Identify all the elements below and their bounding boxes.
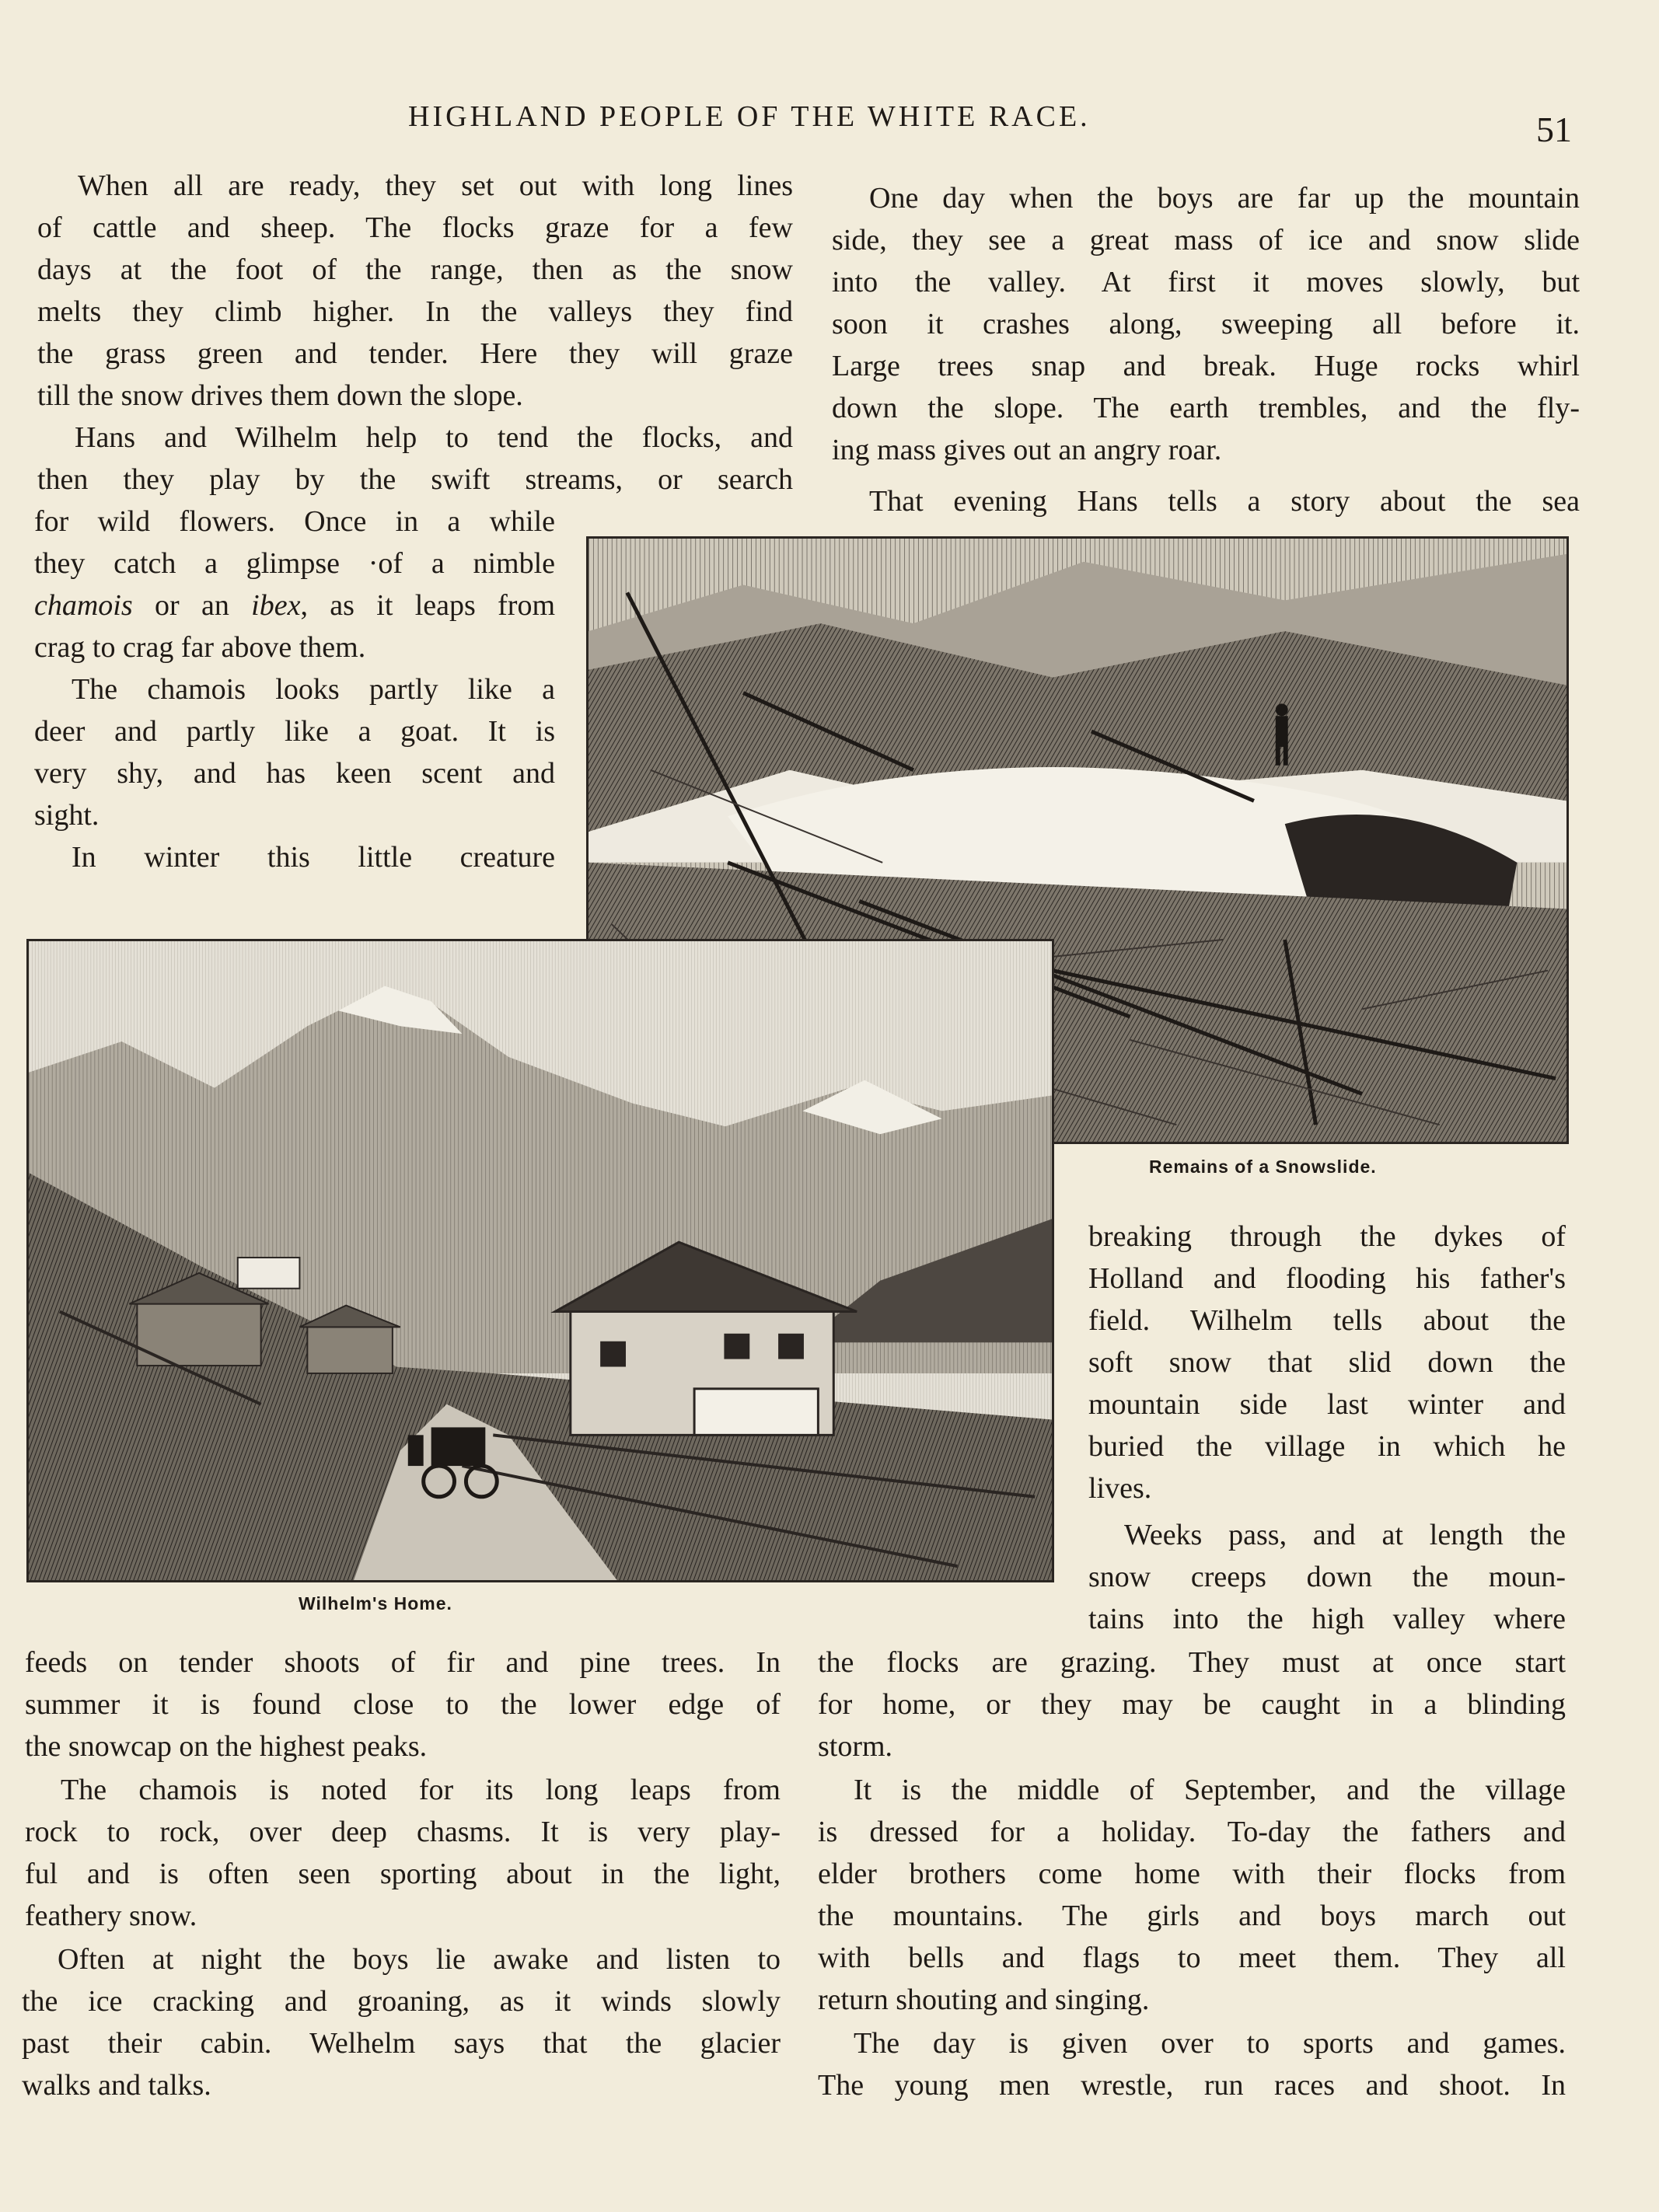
text-line: mountain side last winter and bbox=[1088, 1388, 1566, 1421]
text-line: past their cabin. Welhelm says that the glacier bbox=[22, 2027, 781, 2060]
text-line: The chamois is noted for its long leaps from bbox=[61, 1774, 781, 1806]
text-line: soon it crashes along, sweeping all before it. bbox=[832, 308, 1580, 340]
text-line: Weeks pass, and at length the bbox=[1124, 1519, 1566, 1551]
home-caption: Wilhelm's Home. bbox=[299, 1593, 452, 1614]
text-line: It is the middle of September, and the village bbox=[854, 1774, 1566, 1806]
text-line: rock to rock, over deep chasms. It is very play- bbox=[25, 1816, 781, 1848]
text-line: ful and is often seen sporting about in the light, bbox=[25, 1858, 781, 1890]
text-line bbox=[34, 584, 555, 626]
text-line: for home, or they may be caught in a blinding bbox=[818, 1688, 1566, 1721]
text-line: tains into the high valley where bbox=[1088, 1603, 1566, 1635]
text-line: with bells and flags to meet them. They all bbox=[818, 1942, 1566, 1974]
snowslide-caption: Remains of a Snowslide. bbox=[1149, 1157, 1377, 1177]
text-line: That evening Hans tells a story about the sea bbox=[869, 485, 1580, 518]
text-line: The young men wrestle, run races and shoot. In bbox=[818, 2069, 1566, 2102]
italic-word: chamois bbox=[34, 589, 133, 622]
text-line: lives. bbox=[1088, 1472, 1152, 1505]
text-line: down the slope. The earth trembles, and the fly- bbox=[832, 392, 1580, 424]
text-line: days at the foot of the range, then as the snow bbox=[37, 253, 793, 286]
home-engraving bbox=[29, 941, 1052, 1580]
text-line: melts they climb higher. In the valleys they find bbox=[37, 295, 793, 328]
text-line: storm. bbox=[818, 1730, 893, 1763]
home-illustration bbox=[26, 939, 1054, 1582]
text-span: or an bbox=[132, 589, 252, 622]
text-line: In winter this little creature bbox=[72, 841, 555, 874]
text-line: buried the village in which he bbox=[1088, 1430, 1566, 1463]
text-line: the flocks are grazing. They must at once start bbox=[818, 1646, 1566, 1679]
text-line: till the snow drives them down the slope. bbox=[37, 379, 523, 412]
text-line: Holland and flooding his father's bbox=[1088, 1262, 1566, 1295]
text-line: of cattle and sheep. The flocks graze for a few bbox=[37, 211, 793, 244]
text-line: The chamois looks partly like a bbox=[72, 673, 555, 706]
page-number: 51 bbox=[1536, 110, 1572, 149]
text-span: , as it leaps from bbox=[300, 589, 555, 622]
text-line: walks and talks. bbox=[22, 2069, 211, 2102]
text-line: feathery snow. bbox=[25, 1900, 197, 1932]
text-line: then they play by the swift streams, or search bbox=[37, 463, 793, 496]
text-line: Hans and Wilhelm help to tend the flocks, and bbox=[75, 421, 793, 454]
text-line: very shy, and has keen scent and bbox=[34, 757, 555, 790]
text-line: snow creeps down the moun- bbox=[1088, 1561, 1566, 1593]
text-line: crag to crag far above them. bbox=[34, 631, 366, 664]
text-line: they catch a glimpse ·of a nimble bbox=[34, 547, 555, 580]
text-line: is dressed for a holiday. To-day the fathers and bbox=[818, 1816, 1566, 1848]
text-line: the mountains. The girls and boys march out bbox=[818, 1900, 1566, 1932]
text-line: Large trees snap and break. Huge rocks whirl bbox=[832, 350, 1580, 382]
running-header: HIGHLAND PEOPLE OF THE WHITE RACE. bbox=[408, 100, 1091, 133]
text-line: the snowcap on the highest peaks. bbox=[25, 1730, 428, 1763]
text-line: The day is given over to sports and games. bbox=[854, 2027, 1566, 2060]
text-line: When all are ready, they set out with long lines bbox=[78, 169, 793, 202]
text-line: for wild flowers. Once in a while bbox=[34, 505, 555, 538]
text-line: summer it is found close to the lower edge of bbox=[25, 1688, 781, 1721]
text-line: soft snow that slid down the bbox=[1088, 1346, 1566, 1379]
text-line: feeds on tender shoots of fir and pine trees. In bbox=[25, 1646, 781, 1679]
text-line: sight. bbox=[34, 799, 100, 832]
text-line: Often at night the boys lie awake and listen to bbox=[58, 1943, 781, 1976]
text-line: breaking through the dykes of bbox=[1088, 1220, 1566, 1253]
text-line: ing mass gives out an angry roar. bbox=[832, 434, 1222, 466]
text-line: deer and partly like a goat. It is bbox=[34, 715, 555, 748]
text-line: side, they see a great mass of ice and snow slide bbox=[832, 224, 1580, 256]
text-line: the grass green and tender. Here they will graze bbox=[37, 337, 793, 370]
italic-word: ibex bbox=[251, 589, 301, 622]
text-line: One day when the boys are far up the mountain bbox=[869, 182, 1580, 215]
text-line: elder brothers come home with their flocks from bbox=[818, 1858, 1566, 1890]
text-line: the ice cracking and groaning, as it winds slowly bbox=[22, 1985, 781, 2018]
text-line: field. Wilhelm tells about the bbox=[1088, 1304, 1566, 1337]
text-line: into the valley. At first it moves slowly, but bbox=[832, 266, 1580, 298]
text-line: return shouting and singing. bbox=[818, 1983, 1150, 2016]
